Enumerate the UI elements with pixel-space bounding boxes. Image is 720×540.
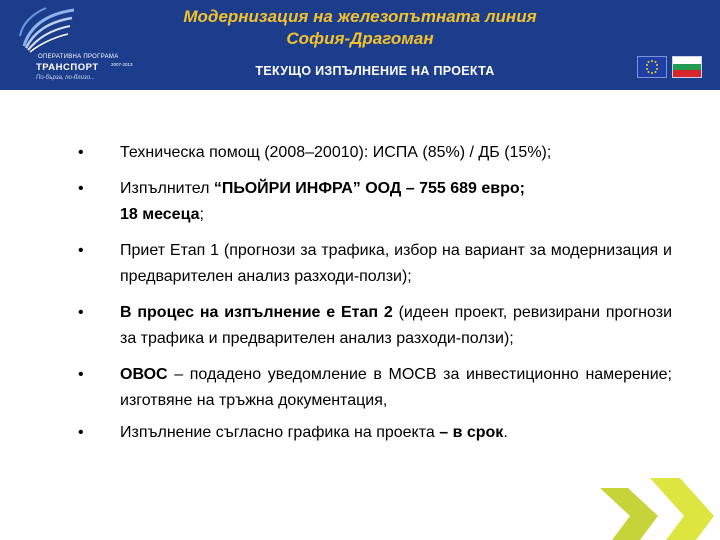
item-bold-text: “ПЬОЙРИ ИНФРА” ООД – 755 689 евро;	[213, 180, 525, 197]
list-item-text	[120, 300, 672, 352]
item-text: Техническа помощ (2008–20010): ИСПА (85%) / ДБ (15%);	[120, 144, 552, 161]
item-tail: .	[503, 424, 508, 441]
logo-line-3: По-бърза, по-близо...	[36, 75, 95, 81]
item-text: – подадено уведомление в МОСВ за инвестиционно намерение; изготвяне на тръжна документация,	[120, 366, 672, 409]
bullet-marker: •	[78, 180, 84, 197]
logo-dates: 2007-2013	[111, 62, 133, 67]
list-item-text	[120, 420, 672, 446]
bullet-marker: •	[78, 366, 84, 383]
list-item-text	[120, 238, 672, 290]
title-line-1: Модернизация на железопътната линия	[183, 7, 537, 26]
item-bold-text-2: 18 месеца	[120, 206, 200, 223]
bulgarian-flag-icon	[672, 56, 702, 78]
eu-flag-icon	[637, 56, 667, 78]
list-item-text	[120, 176, 610, 228]
page-title	[140, 6, 580, 50]
bullet-marker: •	[78, 144, 84, 161]
header-banner	[0, 0, 720, 90]
bullet-marker: •	[78, 424, 84, 441]
swirl-logo-icon	[16, 6, 78, 54]
bullet-marker: •	[78, 304, 84, 321]
page-subtitle: ТЕКУЩО ИЗПЪЛНЕНИЕ НА ПРОЕКТА	[255, 64, 495, 78]
chevron-decoration-icon	[600, 470, 720, 540]
item-tail: ;	[199, 206, 204, 223]
program-logo	[6, 4, 136, 86]
logo-line-1: ОПЕРАТИВНА ПРОГРАМА	[38, 54, 119, 60]
list-item-text	[120, 362, 672, 414]
bullet-marker: •	[78, 242, 84, 259]
item-bold-text: – в срок	[439, 424, 504, 441]
title-line-2: София-Драгоман	[286, 29, 434, 48]
item-text: Изпълнение съгласно графика на проекта	[120, 424, 440, 441]
item-text: (идеен проект, ревизирани прогнози за трафика и предварителен анализ разходи-ползи);	[120, 304, 673, 347]
item-bold-text: В процес на изпълнение е Етап 2	[120, 304, 393, 321]
logo-line-2: ТРАНСПОРТ	[36, 62, 99, 73]
list-item-text	[120, 140, 672, 166]
item-text: Приет Етап 1 (прогнози за трафика, избор на вариант за модернизация и предварителен анализ разходи-ползи);	[120, 242, 672, 285]
item-text: Изпълнител	[120, 180, 214, 197]
item-bold-text: ОВОС	[120, 366, 168, 383]
